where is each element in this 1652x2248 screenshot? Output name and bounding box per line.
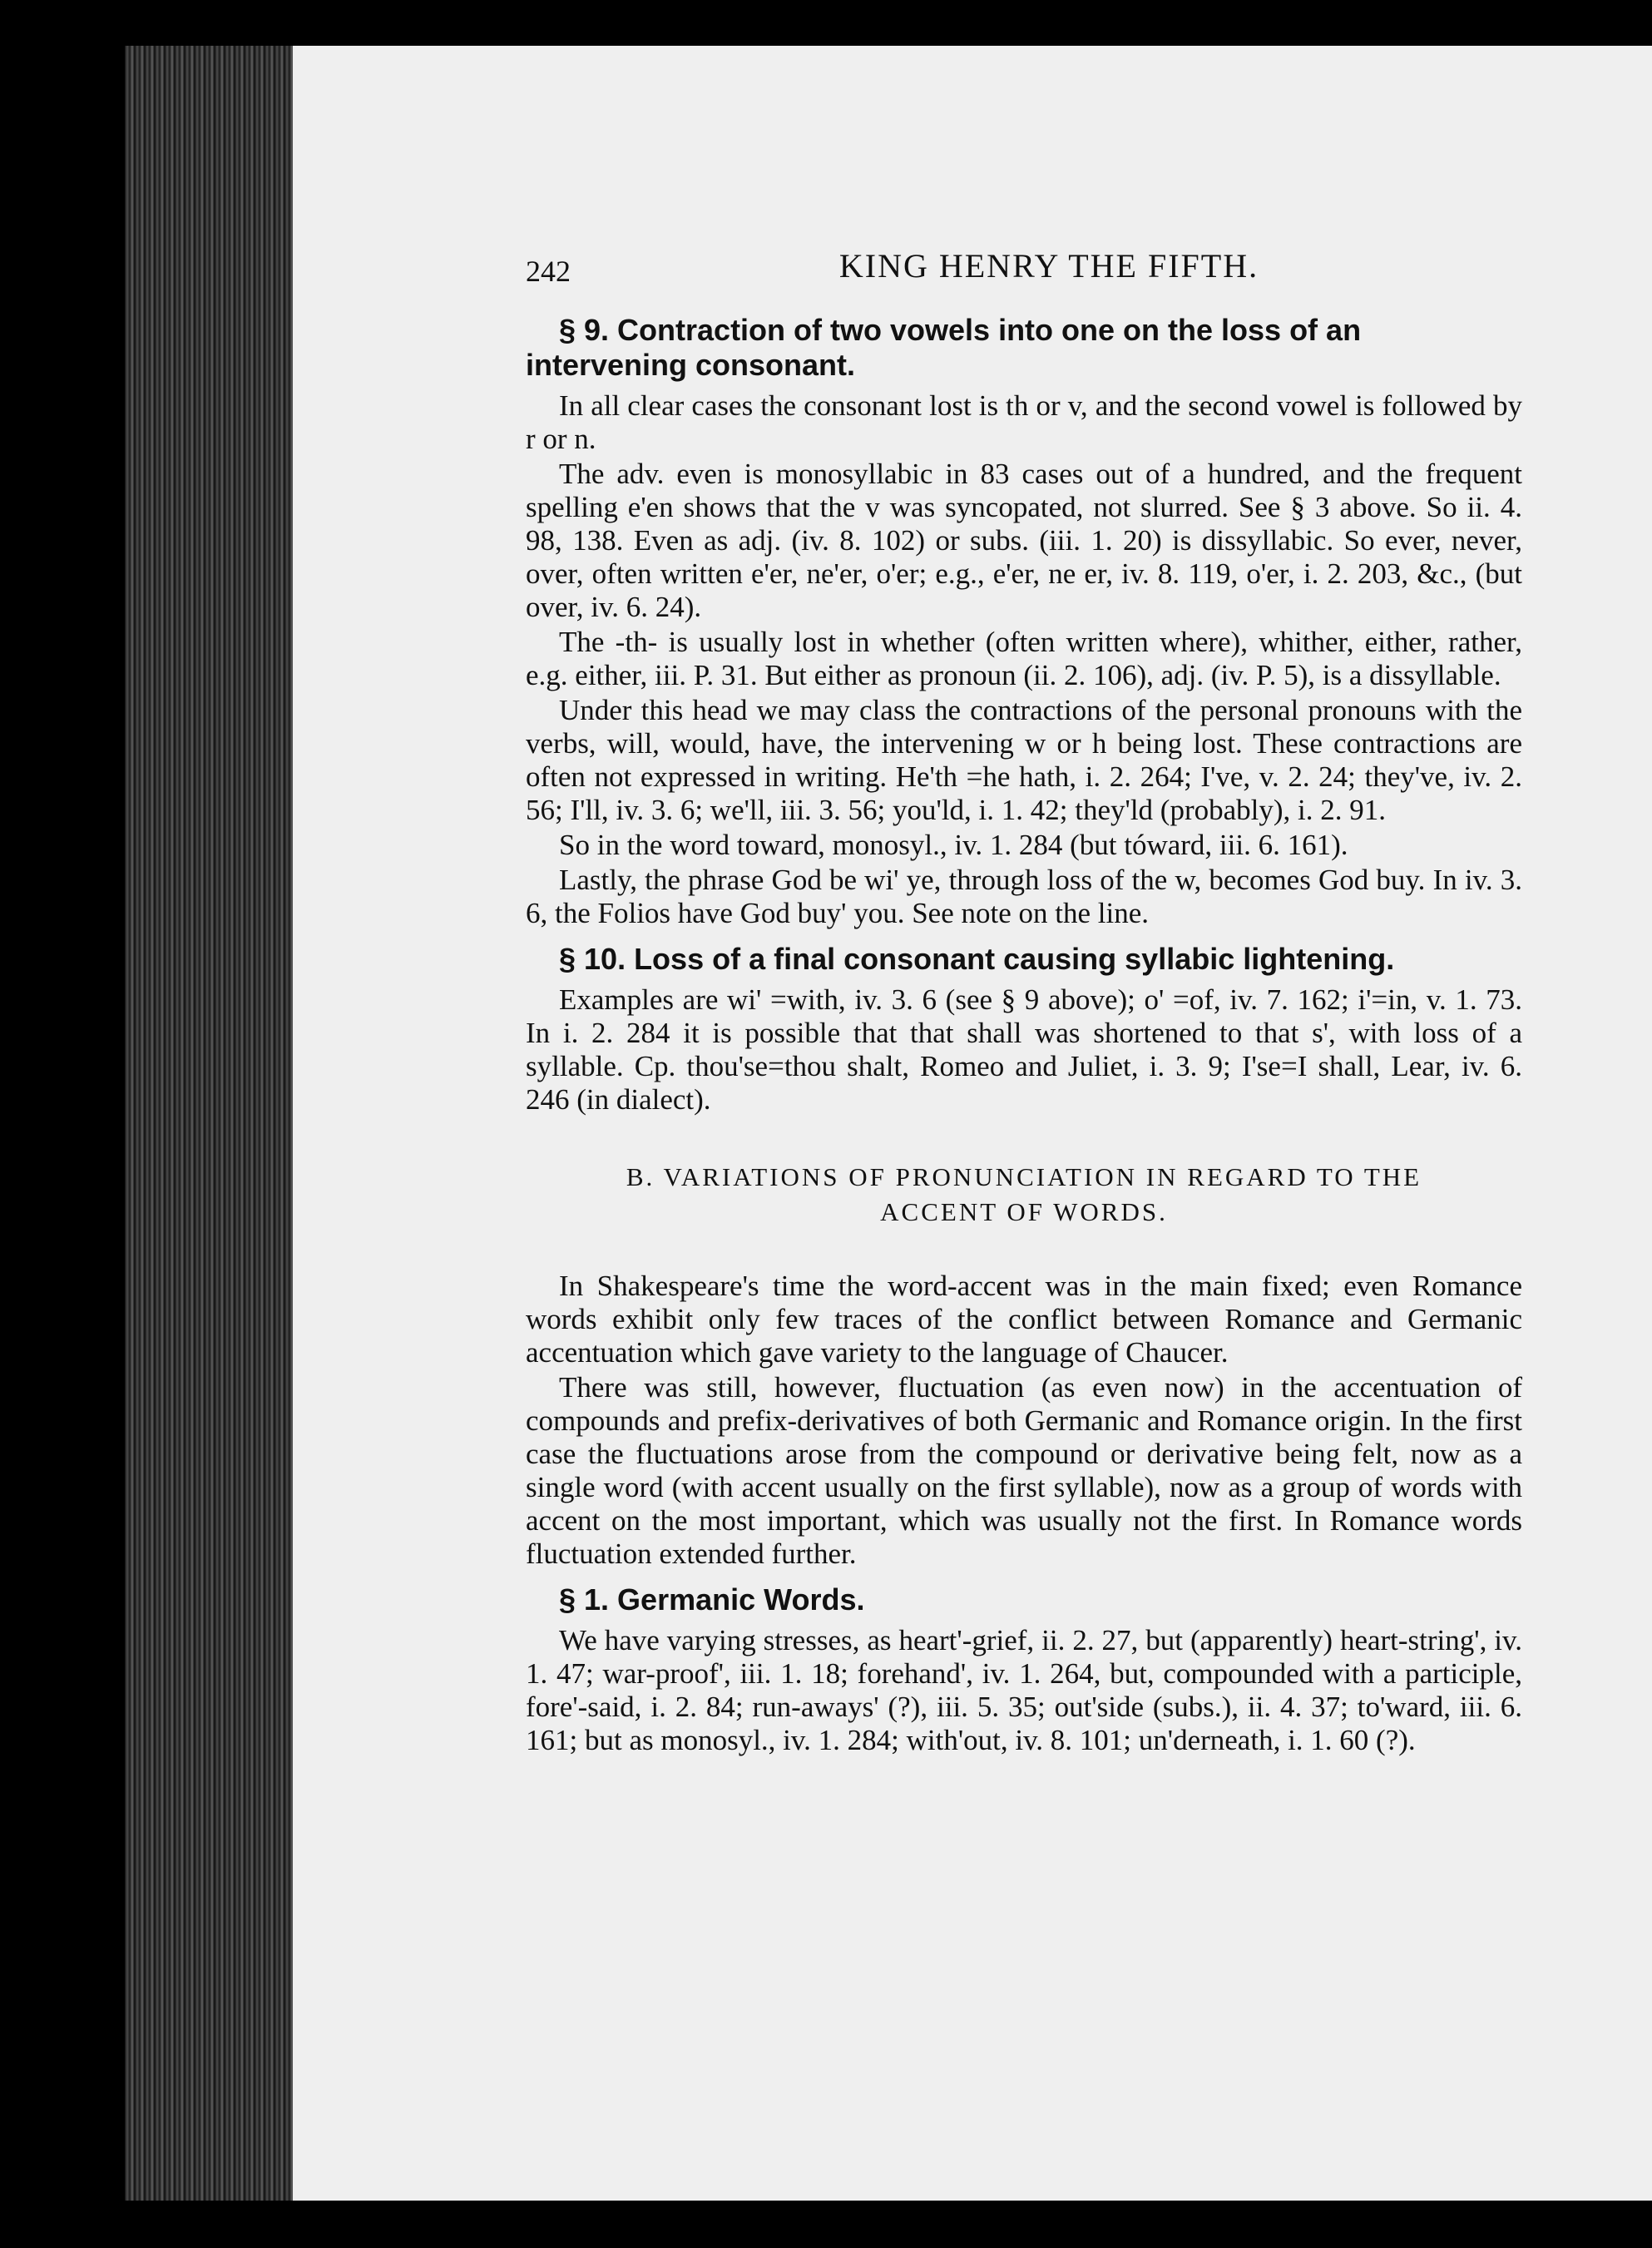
section-10-paragraph: Examples are wi' =with, iv. 3. 6 (see § 9 above); o' =of, iv. 7. 162; i'=in, v. 1. 73. In i. 2. 284 it is possible that that shall was shortened to that s', with loss of a syllable. Cp. thou'se=thou shalt, Romeo and Juliet, i. 3. 9; I'se=I shall, Lear, iv. 6. 246 (in dialect). xyxy=(526,983,1522,1116)
section-1-paragraph: We have varying stresses, as heart'-grief, ii. 2. 27, but (apparently) heart-string', iv. 1. 47; war-proof', iii. 1. 18; forehand', iv. 1. 264, but, compounded with a participle, fore'-said, i. 2. 84; run-aways' (?), iii. 5. 35; out'side (subs.), ii. 4. 37; to'ward, iii. 6. 161; but as monosyl., iv. 1. 284; with'out, iv. 8. 101; un'derneath, i. 1. 60 (?). xyxy=(526,1624,1522,1756)
part-b-paragraph: In Shakespeare's time the word-accent was in the main fixed; even Romance words exhibit only few traces of the conflict between Romance and Germanic accentuation which gave variety to the language of Chaucer. xyxy=(526,1270,1522,1369)
section-1-heading: § 1. Germanic Words. xyxy=(559,1582,865,1617)
section-9-paragraph: Under this head we may class the contractions of the personal pronouns with the verbs, will, would, have, the intervening w or h being lost. These contractions are often not expressed in writing. He'th =he hath, i. 2. 264; I've, v. 2. 24; they've, iv. 2. 56; I'll, iv. 3. 6; we'll, iii. 3. 56; you'ld, i. 1. 42; they'ld (probably), i. 2. 91. xyxy=(526,694,1522,826)
page-content xyxy=(526,247,1522,1757)
section-9-paragraph: So in the word toward, monosyl., iv. 1. 284 (but tóward, iii. 6. 161). xyxy=(559,829,1348,861)
section-9-heading: § 9. Contraction of two vowels into one on the loss of an intervening consonant. xyxy=(526,313,1362,382)
page-header xyxy=(526,247,1522,298)
part-b-heading xyxy=(526,1160,1522,1230)
part-b-paragraph: There was still, however, fluctuation (as even now) in the accentuation of compounds and prefix-derivatives of both Germanic and Romance origin. In the first case the fluctuations arose from the compound or derivative being felt, now as a single word (with accent usually on the first syllable), now as a group of words with accent on the most important, which was usually not the first. In Romance words fluctuation extended further. xyxy=(526,1371,1522,1570)
section-10-heading: § 10. Loss of a final consonant causing syllabic lightening. xyxy=(559,942,1395,976)
section-9-paragraph: Lastly, the phrase God be wi' ye, through loss of the w, becomes God buy. In iv. 3. 6, the Folios have God buy' you. See note on the line. xyxy=(526,864,1522,929)
part-b-heading-line-2: ACCENT OF WORDS. xyxy=(880,1197,1168,1226)
page-number: 242 xyxy=(526,255,571,288)
book-page-edges xyxy=(125,46,299,2201)
section-9-paragraph: The -th- is usually lost in whether (often written where), whither, either, rather, e.g. either, iii. P. 31. But either as pronoun (ii. 2. 106), adj. (iv. P. 5), is a dissyllable. xyxy=(526,626,1522,691)
part-b-heading-line-1: B. VARIATIONS OF PRONUNCIATION IN REGARD TO THE xyxy=(626,1162,1422,1191)
running-title: KING HENRY THE FIFTH. xyxy=(838,247,1259,285)
section-9-paragraph: The adv. even is monosyllabic in 83 cases out of a hundred, and the frequent spelling e'en shows that the v was syncopated, not slurred. See § 3 above. So ii. 4. 98, 138. Even as adj. (iv. 8. 102) or subs. (iii. 1. 20) is dissyllabic. So ever, never, over, often written e'er, ne'er, o'er; e.g., e'er, ne er, iv. 8. 119, o'er, i. 2. 203, &c., (but over, iv. 6. 24). xyxy=(526,458,1522,623)
section-9-paragraph: In all clear cases the consonant lost is th or v, and the second vowel is followed by r or n. xyxy=(526,389,1522,455)
